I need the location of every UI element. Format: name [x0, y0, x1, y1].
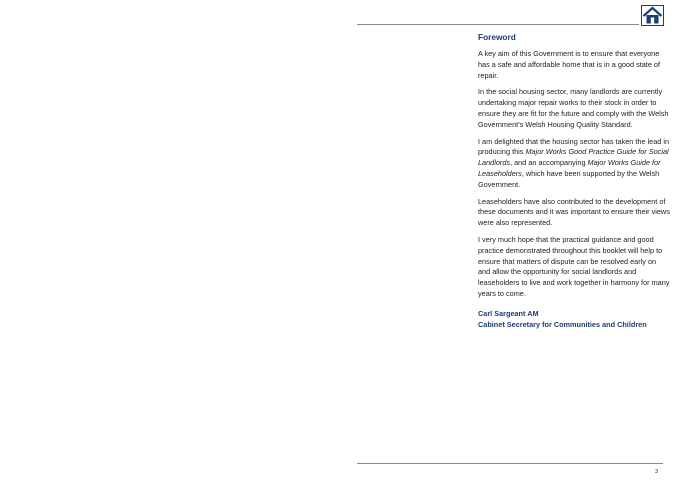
foreword-paragraph-5: I very much hope that the practical guidance and good practice demonstrated throughout this booklet will help to ensure that matters of dispute can be resolved early on and allow the opportunity for social landlords and leaseholders to live and work together in harmony for many years to come. — [478, 234, 670, 298]
header-rule — [357, 24, 639, 25]
good-practice-guide-title: Major Works Good Practice Guide for Social Landlords — [478, 147, 669, 168]
foreword-paragraph-3-text-a: I am delighted that the housing sector has taken the lead in producing this — [478, 136, 670, 157]
signature-block — [478, 309, 670, 331]
foreword-paragraph-2: In the social housing sector, many landlords are currently undertaking major repair works to their stock in order to ensure they are fit for the future and comply with the Welsh Government’s Welsh Housing Quality Standard. — [478, 87, 669, 129]
foreword-paragraph-3-text-c: , which have been supported by the Welsh Government. — [478, 168, 660, 189]
foreword-paragraph-1: A key aim of this Government is to ensure that everyone has a safe and affordable home that is in a good state of repair. — [478, 49, 661, 80]
leaseholders-guide-title: Major Works Guide for Leaseholders — [478, 158, 661, 178]
signature-title: Cabinet Secretary for Communities and Children — [478, 319, 647, 329]
footer-rule — [357, 463, 663, 464]
foreword-paragraph-4: Leaseholders have also contributed to the development of these documents and it was important to ensure their views were also represented. — [478, 196, 670, 228]
foreword-paragraph-3 — [478, 137, 670, 191]
page-number: 3 — [655, 469, 659, 475]
foreword-paragraph-3-text-b: , and an accompanying — [510, 158, 588, 168]
home-icon[interactable] — [641, 5, 664, 26]
signature-name: Carl Sargeant AM — [478, 308, 539, 318]
page-title: Foreword — [478, 32, 516, 42]
foreword-section — [478, 32, 670, 330]
